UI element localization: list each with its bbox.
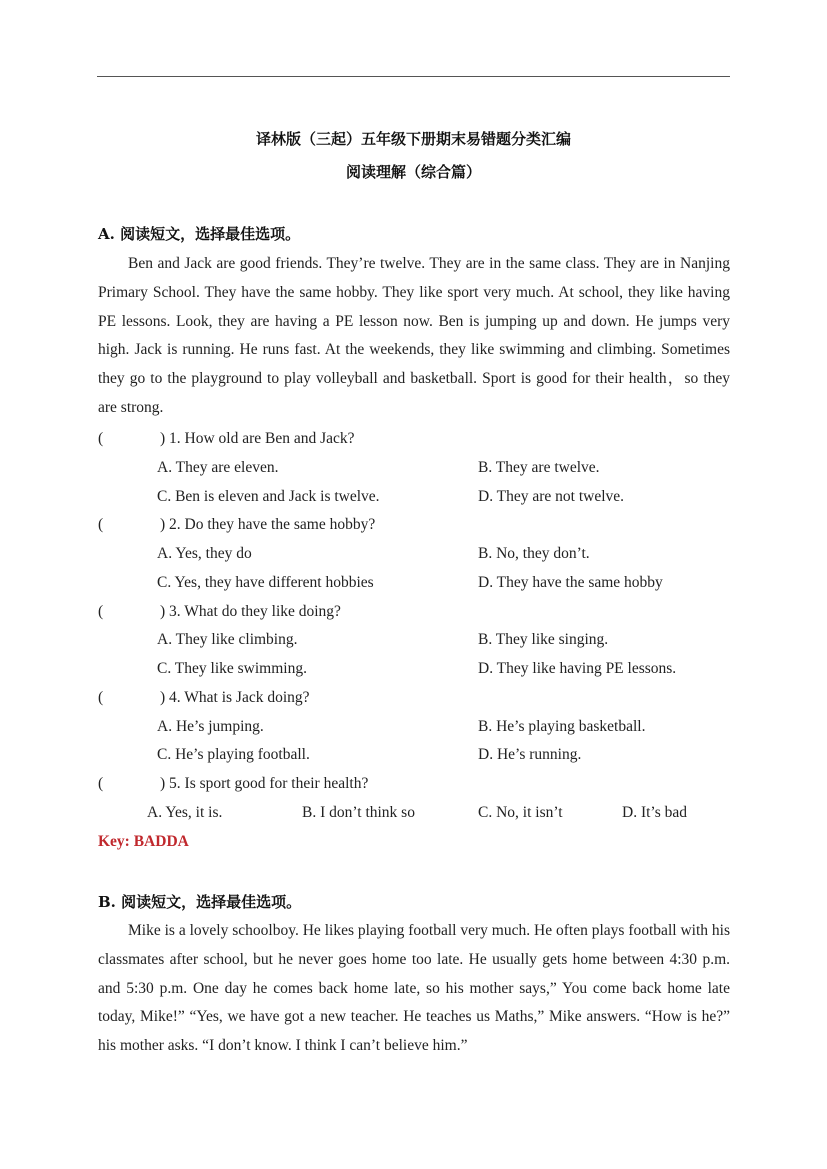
option-a: A. They like climbing. — [157, 631, 298, 648]
option-c: C. They like swimming. — [157, 660, 307, 677]
question-stem: ) 1. How old are Ben and Jack? — [160, 430, 355, 447]
document-title: 译林版（三起）五年级下册期末易错题分类汇编 — [255, 130, 571, 148]
option-a: A. He’s jumping. — [157, 718, 264, 735]
question-stem: ) 5. Is sport good for their health? — [160, 775, 369, 792]
option-d: D. They are not twelve. — [478, 488, 625, 505]
option-c: C. Ben is eleven and Jack is twelve. — [157, 488, 380, 505]
answer-blank[interactable]: ( — [98, 775, 104, 792]
passage-text: Mike is a lovely schoolboy. He likes playing football very much. He often plays football with his classmates after school, but he never goes home too late. He usually gets home between 4:30 p.m. and 5:30 p.m. One day he comes back home late, so his mother says,” You come back home late today, Mike!” “Yes, we have got a new teacher. He teaches us Maths,” Mike answers. “How is he?” his mother asks. “I don’t know. I think I can’t believe him.” — [98, 922, 730, 1055]
question-3 — [98, 603, 341, 621]
answer-blank[interactable]: ( — [98, 603, 104, 620]
answer-key: Key: BADDA — [98, 833, 189, 850]
section-b-passage — [98, 917, 730, 1061]
option-b: B. They like singing. — [478, 631, 609, 648]
section-b-heading: B. 阅读短文，选择最佳选项。 — [98, 893, 302, 911]
question-stem: ) 4. What is Jack doing? — [160, 689, 310, 706]
option-d: D. They like having PE lessons. — [478, 660, 677, 677]
option-b: B. I don’t think so — [302, 804, 415, 821]
answer-blank[interactable]: ( — [98, 430, 104, 447]
document-subtitle: 阅读理解（综合篇） — [345, 163, 481, 181]
option-a: A. Yes, it is. — [147, 804, 223, 821]
option-a: A. They are eleven. — [157, 459, 279, 476]
question-2 — [98, 516, 375, 534]
option-b: B. They are twelve. — [478, 459, 600, 476]
section-a-heading: A. 阅读短文，选择最佳选项。 — [98, 225, 301, 243]
option-d: D. It’s bad — [622, 804, 688, 821]
option-c: C. Yes, they have different hobbies — [157, 574, 374, 591]
question-5 — [98, 775, 368, 793]
question-4 — [98, 689, 310, 707]
option-b: B. No, they don’t. — [478, 545, 590, 562]
answer-blank[interactable]: ( — [98, 516, 104, 533]
question-stem: ) 3. What do they like doing? — [160, 603, 341, 620]
option-c: C. No, it isn’t — [478, 804, 563, 821]
question-1 — [98, 430, 355, 448]
section-a-passage — [98, 250, 730, 423]
option-a: A. Yes, they do — [157, 545, 252, 562]
passage-text: Ben and Jack are good friends. They’re twelve. They are in the same class. They are in Nanjing Primary School. They have the same hobby. They like sport very much. At school, they like having PE lessons. Look, they are having a PE lesson now. Ben is jumping up and down. He jumps very high. Jack is running. He runs fast. At the weekends, they like swimming and climbing. Sometimes they go to the playground to play volleyball and basketball. Sport is good for their health，so they are strong. — [98, 255, 730, 416]
option-b: B. He’s playing basketball. — [478, 718, 646, 735]
answer-blank[interactable]: ( — [98, 689, 104, 706]
option-d: D. They have the same hobby — [478, 574, 663, 591]
question-stem: ) 2. Do they have the same hobby? — [160, 516, 376, 533]
option-c: C. He’s playing football. — [157, 746, 310, 763]
header-rule — [97, 76, 730, 77]
option-d: D. He’s running. — [478, 746, 582, 763]
